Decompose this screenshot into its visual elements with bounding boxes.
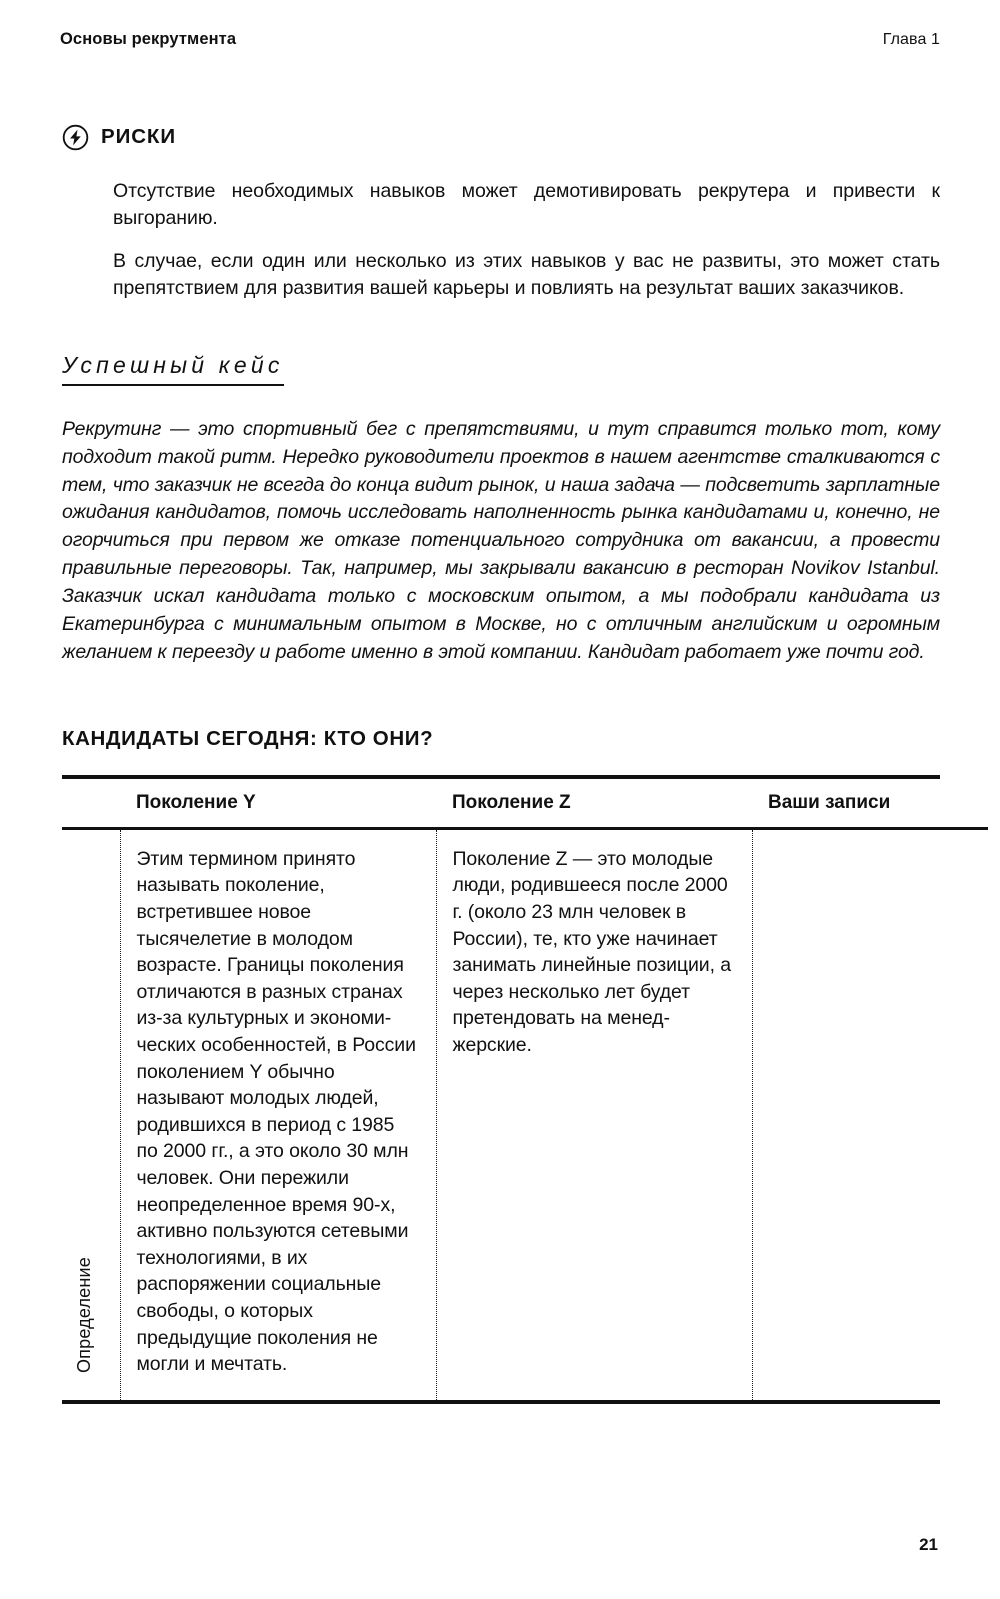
cell-generation-z (436, 828, 752, 1400)
table-header-row (62, 779, 988, 829)
success-case-body: Рекрутинг — это спортивный бег с препятствиями, и тут справится только тот, кому подходит такой ритм. Нередко руководители проектов в нашем агентстве сталкиваются с тем, что заказчик не всегда до конца видит рынок, и наша задача — подсветить зарплатные ожидания кандидатов, помочь исследовать наполненность рынка кандидатами и, конечно, не огорчиться при первом же отказе потенциального сотрудника от вакансии, а провести правильные переговоры. Так, например, мы закрывали вакансию в ресторан Novikov Istanbul. Заказчик искал кандидата только с московским опытом, а мы подобрали кандидата из Екатеринбурга с минимальным опытом в Москве, но с отличным английским и огромным желанием к переезду и работе именно в этой компании. Кандидат работает уже почти год. (62, 417, 940, 663)
candidates-section (62, 727, 940, 1404)
risks-callout-header (62, 108, 940, 166)
risks-title: РИСКИ (101, 125, 176, 148)
table-row (62, 828, 988, 1400)
running-head (60, 30, 940, 54)
cell-generation-y-text: Этим термином принято называть поколение, встретившее новое тысячелетие в молодом возрасте. Границы поколения отличаются в разных странах из-за культурных и экономических особенностей, в России поколением Y обычно называют молодых людей, родившихся в период с 1985 по 2000 гг., а это около 30 млн человек. Они пережили неопределенное время 90-х, активно пользуются сетевыми технологиями, в их распоряжении социальные свободы, о которых предыдущие поколения не могли и мечтать. (136, 847, 416, 1376)
page-content (62, 108, 940, 1404)
risks-paragraph-2: В случае, если один или несколько из этих навыков у вас не развиты, это может стать препятствием для развития вашей карьеры и повлиять на результат ваших заказчиков. (113, 250, 940, 300)
page-number: 21 (919, 1535, 938, 1554)
generations-table-wrap (62, 775, 940, 1404)
running-head-right: Глава 1 (882, 31, 940, 48)
cell-generation-z-text: Поколение Z — это молодые люди, родившееся после 2000 г. (около 23 млн человек в России), те, кто уже начинает занимать линейные позиции, а через несколько лет будет претендовать на менеджерские. (452, 847, 731, 1056)
lightning-bolt-circle-icon (62, 124, 89, 151)
column-header-your-notes: Ваши записи (752, 779, 988, 829)
row-label-definition: Определение (74, 1256, 94, 1373)
success-case-section (62, 310, 940, 667)
success-case-heading: Успешный кейс (62, 354, 284, 386)
risks-body (62, 178, 940, 302)
risks-callout (62, 108, 940, 302)
success-case-heading-wrap (62, 310, 940, 386)
cell-your-notes[interactable] (752, 828, 988, 1400)
candidates-section-title: КАНДИДАТЫ СЕГОДНЯ: КТО ОНИ? (62, 726, 434, 750)
column-header-rowlabel (62, 779, 120, 829)
column-header-generation-z: Поколение Z (436, 779, 752, 829)
running-head-left: Основы рекрутмента (60, 30, 237, 48)
row-label-cell (62, 828, 120, 1400)
risks-paragraph-1: Отсутствие необходимых навыков может демотивировать рекрутера и привести к выгоранию. (113, 180, 940, 229)
cell-generation-y (120, 828, 436, 1400)
column-header-generation-y: Поколение Y (120, 779, 436, 829)
generations-table-head (62, 779, 988, 829)
generations-table (62, 779, 988, 1400)
generations-table-body (62, 828, 988, 1400)
